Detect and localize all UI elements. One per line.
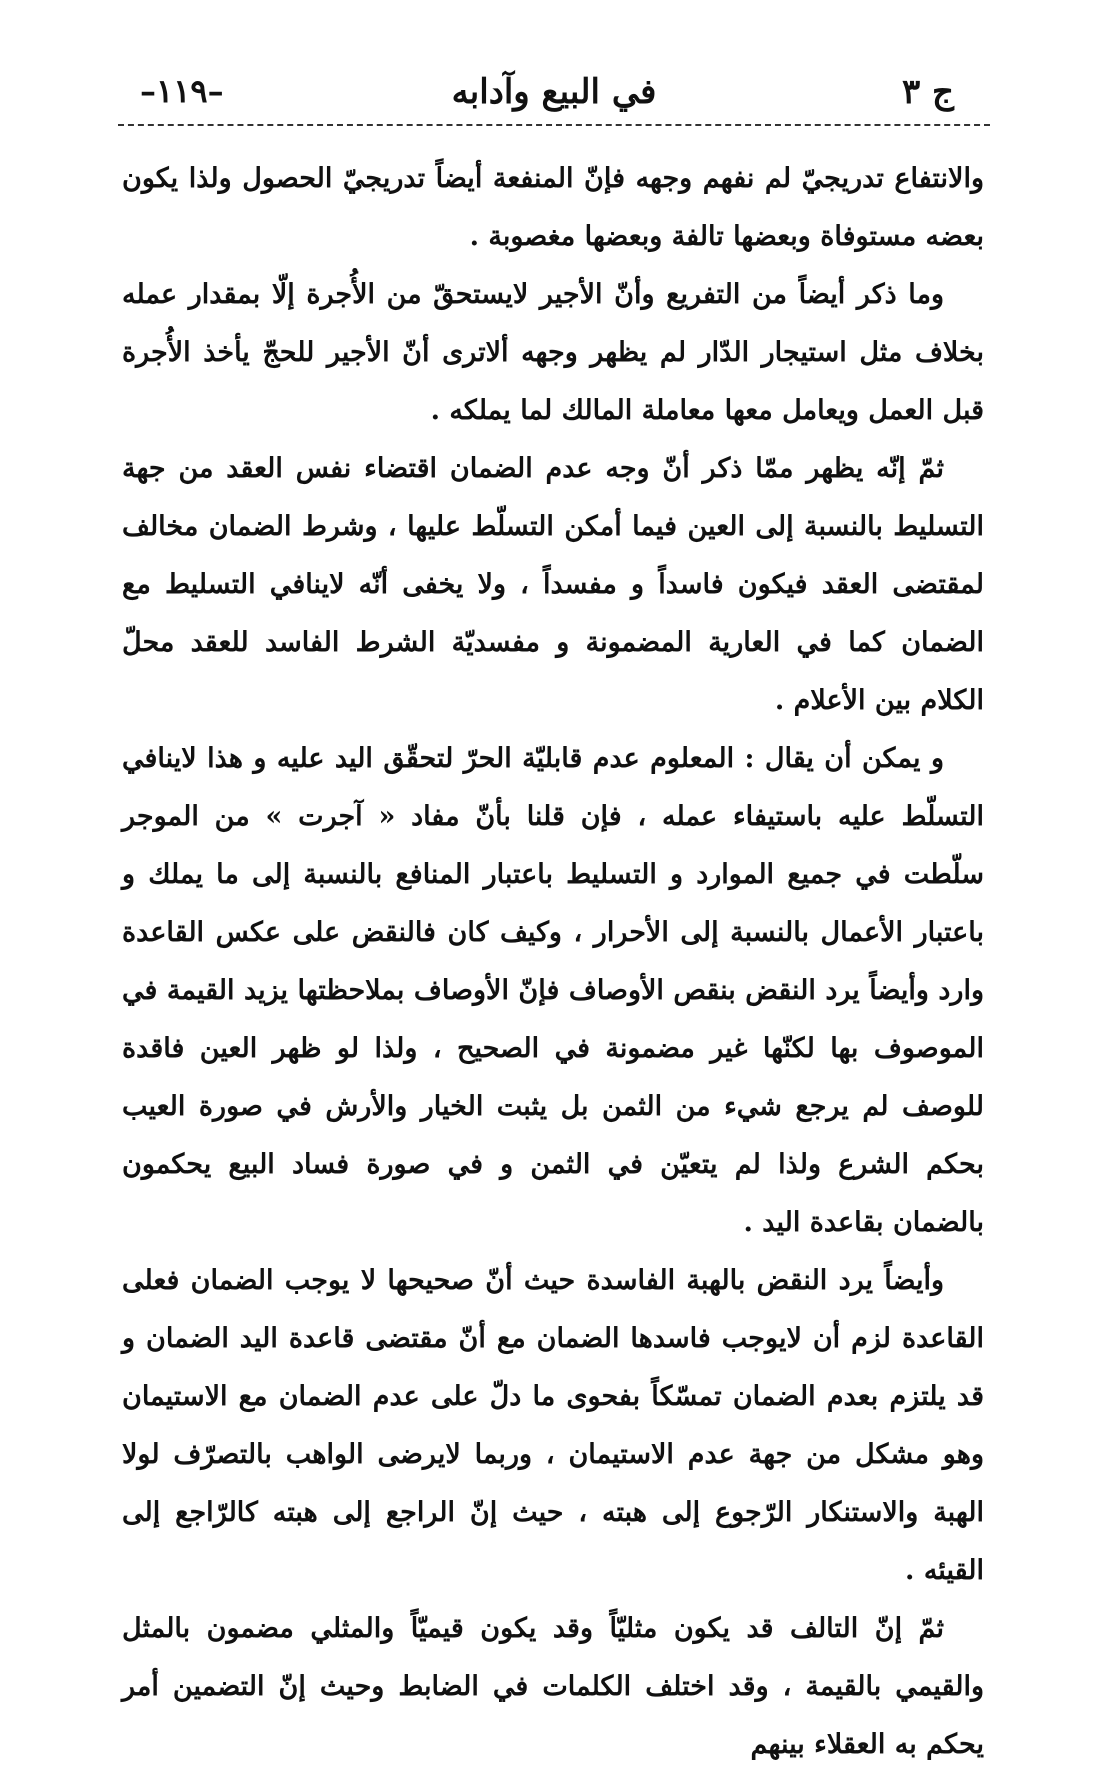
main-text: [122, 150, 984, 1774]
chapter-title: في البيع وآدابه: [451, 72, 657, 112]
paragraph: و يمكن أن يقال : المعلوم عدم قابليّة الحرّ لتحقّق اليد عليه و هذا لاينافي التسلّط عليه باستيفاء عمله ، فإن قلنا بأنّ مفاد « آجرت » من الموجر سلّطت في جميع الموارد و التسليط باعتبار المنافع بالنسبة إلى ما يملك و باعتبار الأعمال بالنسبة إلى الأحرار ، وكيف كان فالنقض على عكس القاعدة وارد وأيضاً يرد النقض بنقص الأوصاف فإنّ الأوصاف بملاحظتها يزيد القيمة في الموصوف بها لكنّها غير مضمونة في الصحيح ، ولذا لو ظهر العين فاقدة للوصف لم يرجع شيء من الثمن بل يثبت الخيار والأرش في صورة العيب بحكم الشرع ولذا لم يتعيّن في الثمن و في صورة فساد البيع يحكمون بالضمان بقاعدة اليد .: [122, 743, 984, 1238]
paragraph: ثمّ إنّه يظهر ممّا ذكر أنّ وجه عدم الضمان اقتضاء نفس العقد من جهة التسليط بالنسبة إلى العين فيما أمكن التسلّط عليها ، وشرط الضمان مخالف لمقتضى العقد فيكون فاسداً و مفسداً ، ولا يخفى أنّه لاينافي التسليط مع الضمان كما في العارية المضمونة و مفسديّة الشرط الفاسد للعقد محلّ الكلام بين الأعلام .: [122, 453, 984, 716]
paragraph: والانتفاع تدريجيّ لم نفهم وجهه فإنّ المنفعة أيضاً تدريجيّ الحصول ولذا يكون بعضه مستوفاة وبعضها تالفة وبعضها مغصوبة .: [122, 163, 984, 252]
page-number: –١١٩–: [140, 72, 224, 110]
paragraph: وما ذكر أيضاً من التفريع وأنّ الأجير لايستحقّ من الأُجرة إلّا بمقدار عمله بخلاف مثل استيجار الدّار لم يظهر وجهه ألاترى أنّ الأجير للحجّ يأخذ الأُجرة قبل العمل ويعامل معها معاملة المالك لما يملكه .: [122, 279, 984, 426]
volume-label: ج ٣: [901, 72, 954, 112]
header-divider: [118, 124, 990, 126]
paragraph: وأيضاً يرد النقض بالهبة الفاسدة حيث أنّ صحيحها لا يوجب الضمان فعلى القاعدة لزم أن لايوجب فاسدها الضمان مع أنّ مقتضى قاعدة اليد الضمان و قد يلتزم بعدم الضمان تمسّكاً بفحوى ما دلّ على عدم الضمان مع الاستيمان وهو مشكل من جهة عدم الاستيمان ، وربما لايرضى الواهب بالتصرّف لولا الهبة والاستنكار الرّجوع إلى هبته ، حيث إنّ الراجع إلى هبته كالرّاجع إلى القيئه .: [122, 1265, 984, 1586]
paragraph: ثمّ إنّ التالف قد يكون مثليّاً وقد يكون قيميّاً والمثلي مضمون بالمثل والقيمي بالقيمة ، وقد اختلف الكلمات في الضابط وحيث إنّ التضمين أمر يحكم به العقلاء بينهم: [122, 1613, 984, 1760]
running-header: [118, 68, 990, 116]
